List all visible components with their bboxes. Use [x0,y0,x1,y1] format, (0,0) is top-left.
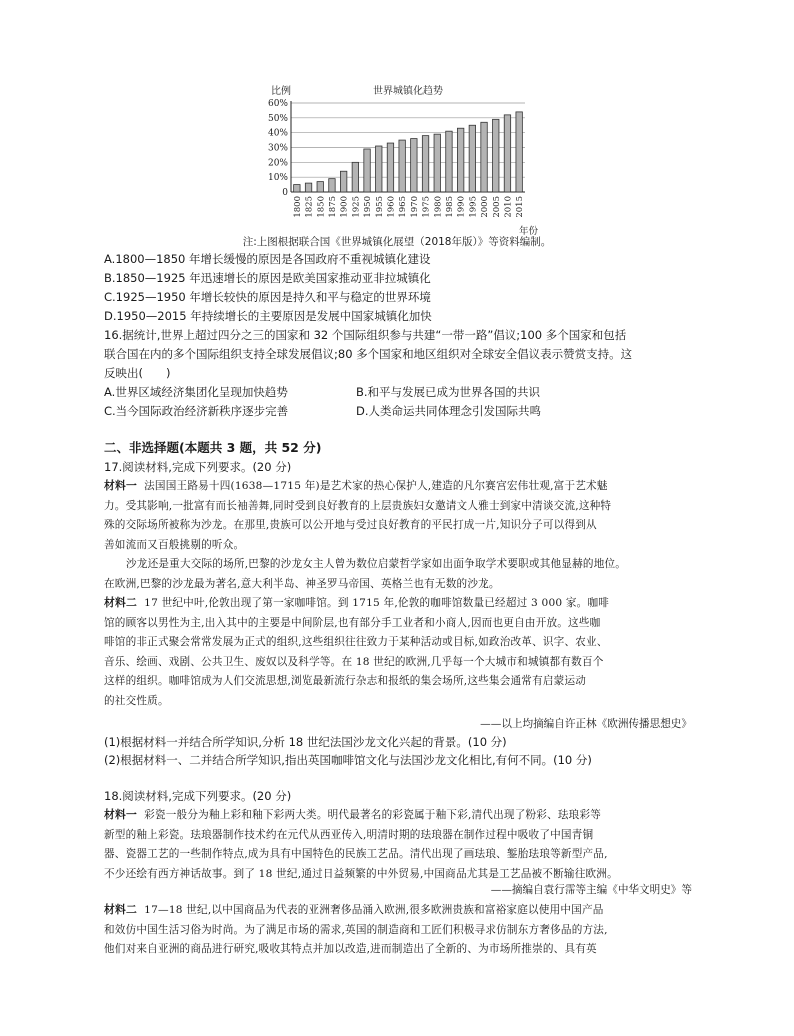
material-label: 材料一 [104,479,137,492]
section-title: 二、非选择题(本题共 3 题，共 52 分) [104,440,322,455]
material-label: 材料二 [104,596,137,609]
x-tick-label: 1925 [351,196,362,218]
bar [411,139,417,192]
bar [457,128,463,192]
x-tick-label: 2000 [480,196,491,218]
material-line: 力。受其影响,一批富有而长袖善舞,同时受到良好教育的上层贵族妇女邀请文人雅士到家中清谈交流,这种特 [104,499,612,512]
q18-material-1 [104,805,692,884]
q16-option-a: A.世界区域经济集团化呈现加快趋势 [104,385,288,399]
bar [469,125,475,192]
x-tick-label: 2010 [503,196,514,218]
material-line: 他们对来自亚洲的商品进行研究,吸收其特点并加以改造,进而制造出了全新的、为市场所推崇的、具有英 [104,943,597,955]
material-line: 器、瓷器工艺的一些制作特点,成为具有中国特色的民族工艺品。清代出现了画珐琅、錾胎珐琅等新型产品, [104,848,608,860]
material-line: 在欧洲,巴黎的沙龙最为著名,意大利半岛、神圣罗马帝国、英格兰也有无数的沙龙。 [104,577,500,590]
x-tick-label: 1985 [444,196,455,218]
chart-svg [255,80,555,260]
y-tick-label: 20% [267,158,288,169]
q15-option-c: C.1925—1950 年增长较快的原因是持久和平与稳定的世界环境 [104,290,431,304]
x-tick-label: 1900 [339,196,350,218]
x-tick-label: 1960 [386,196,397,218]
material-line: 殊的交际场所被称为沙龙。在那里,贵族可以公开地与受过良好教育的平民打成一片,知识分子可以得到从 [104,519,597,531]
y-tick-label: 40% [267,128,288,139]
material-label: 材料二 [104,903,137,916]
q15-option-a: A.1800—1850 年增长缓慢的原因是各国政府不重视城镇化建设 [104,252,431,266]
y-tick-label: 30% [267,143,288,154]
material-line: 善如流而又百般挑剔的听众。 [104,538,245,551]
y-tick-label: 10% [267,173,288,184]
bar [329,179,335,192]
bar [305,183,311,192]
q17-source: ——以上均摘编自许正林《欧洲传播思想史》 [480,718,692,730]
bar [446,131,452,192]
x-tick-label: 1875 [327,196,338,218]
bar [422,136,428,192]
bar [504,115,510,192]
q17-sub-question-2: (2)根据材料一、二并结合所学知识,指出英国咖啡馆文化与法国沙龙文化相比,有何不同。(10 分) [104,753,592,767]
bar [294,185,300,192]
q18-source: ——摘编自袁行霈等主编《中华文明史》等 [490,884,692,896]
q15-option-b: B.1850—1925 年迅速增长的原因是欧美国家推动亚非拉城镇化 [104,271,431,285]
material-line: 材料二 17 世纪中叶,伦敦出现了第一家咖啡馆。到 1715 年,伦敦的咖啡馆数量已经超过 3 000 家。咖啡 [104,596,610,609]
x-tick-label: 1975 [421,196,432,218]
q16-option-c: C.当今国际政治经济新秩序逐步完善 [104,404,289,418]
chart-title: 世界城镇化趋势 [373,86,443,97]
x-tick-label: 2005 [491,196,502,218]
x-tick-label: 1825 [304,196,315,218]
material-line: 材料一 法国国王路易十四(1638—1715 年)是艺术家的热心保护人,建造的凡尔赛宫宏伟壮观,富于艺术魅 [104,479,608,492]
material-line: 的社交性质。 [104,694,169,707]
bar [352,162,358,192]
material-line: 材料一 彩瓷一般分为釉上彩和釉下彩两大类。明代最著名的彩瓷属于釉下彩,清代出现了粉彩、珐琅彩等 [104,808,602,821]
y-tick-label: 0 [282,188,288,198]
y-tick-label: 50% [267,113,288,124]
q17-sub-question-1: (1)根据材料一并结合所学知识,分析 18 世纪法国沙龙文化兴起的背景。(10 分) [104,735,507,749]
bar [481,122,487,192]
material-line: 和效仿中国生活习俗为时尚。为了满足市场的需求,英国的制造商和工匠们积极寻求仿制东方奢侈品的方法, [104,923,608,936]
x-tick-label: 1965 [398,196,409,218]
material-line: 这样的组织。咖啡馆成为人们交流思想,浏览最新流行杂志和报纸的集会场所,这些集会通常有启蒙运动 [104,675,587,687]
material-line: 馆的顾客以男性为主,出入其中的主要是中间阶层,也有部分手工业者和小商人,因而也更自由开放。这些咖 [104,616,601,629]
q17-title: 17.阅读材料,完成下列要求。(20 分) [104,460,292,474]
x-tick-label: 1955 [374,196,385,218]
q16-stem-line: 联合国在内的多个国际组织支持全球发展倡议;80 多个国家和地区组织对全球安全倡议表示赞赏支持。这 [104,347,633,361]
x-tick-label: 1990 [456,196,467,218]
bar [317,182,323,192]
material-label: 材料一 [104,808,137,821]
x-tick-label: 1850 [316,196,327,218]
material-line: 材料二 17—18 世纪,以中国商品为代表的亚洲奢侈品涌入欧洲,很多欧洲贵族和富裕家庭以使用中国产品 [104,903,604,916]
x-tick-label: 2015 [515,196,526,218]
q17-material-1 [104,476,692,594]
y-tick-label: 60% [267,99,288,109]
x-tick-label: 1800 [292,196,303,218]
q16-option-b: B.和平与发展已成为世界各国的共识 [356,385,541,399]
x-tick-label: 1980 [433,196,444,218]
y-axis-label: 比例 [271,86,291,97]
q16-stem-line: 反映出( ) [104,366,171,380]
urbanization-chart [255,80,555,260]
bar [493,119,499,192]
q16-stem-line: 16.据统计,世界上超过四分之三的国家和 32 个国际组织参与共建“一带一路”倡议;100 多个国家和包括 [104,328,627,342]
bar [387,143,393,192]
x-tick-label: 1970 [409,196,420,218]
material-line: 沙龙还是重大交际的场所,巴黎的沙龙女主人曾为数位启蒙哲学家如出面争取学术要职或其他显赫的地位。 [126,558,627,570]
bar [340,171,346,192]
chart-note: 注:上图根据联合国《世界城镇化展望（2018年版）》等资料编制。 [242,236,552,248]
material-line: 不少还绘有西方神话故事。到了 18 世纪,通过日益频繁的中外贸易,中国商品尤其是工艺品被不断输往欧洲。 [104,867,618,880]
q18-title: 18.阅读材料,完成下列要求。(20 分) [104,789,292,803]
x-axis-label: 年份 [518,226,538,237]
bar [376,146,382,192]
q18-material-2 [104,900,692,960]
x-tick-label: 1995 [468,196,479,218]
bar [364,149,370,192]
material-line: 音乐、绘画、戏剧、公共卫生、废奴以及科学等。在 18 世纪的欧洲,几乎每一个大城市和城镇都有数百个 [104,655,604,668]
bar [399,140,405,192]
material-line: 啡馆的非正式聚会常常发展为正式的组织,这些组织往往致力于某种活动或目标,如政治改革、识字、农业、 [104,636,608,648]
q15-option-d: D.1950—2015 年持续增长的主要原因是发展中国家城镇化加快 [104,309,432,323]
q17-material-2 [104,593,692,711]
bar [516,112,522,192]
q16-option-d: D.人类命运共同体理念引发国际共鸣 [356,404,542,418]
x-tick-label: 1950 [363,196,374,218]
material-line: 新型的釉上彩瓷。珐琅器制作技术约在元代从西亚传入,明清时期的珐琅器在制作过程中吸收了中国青铜 [104,828,594,841]
bar [434,134,440,192]
